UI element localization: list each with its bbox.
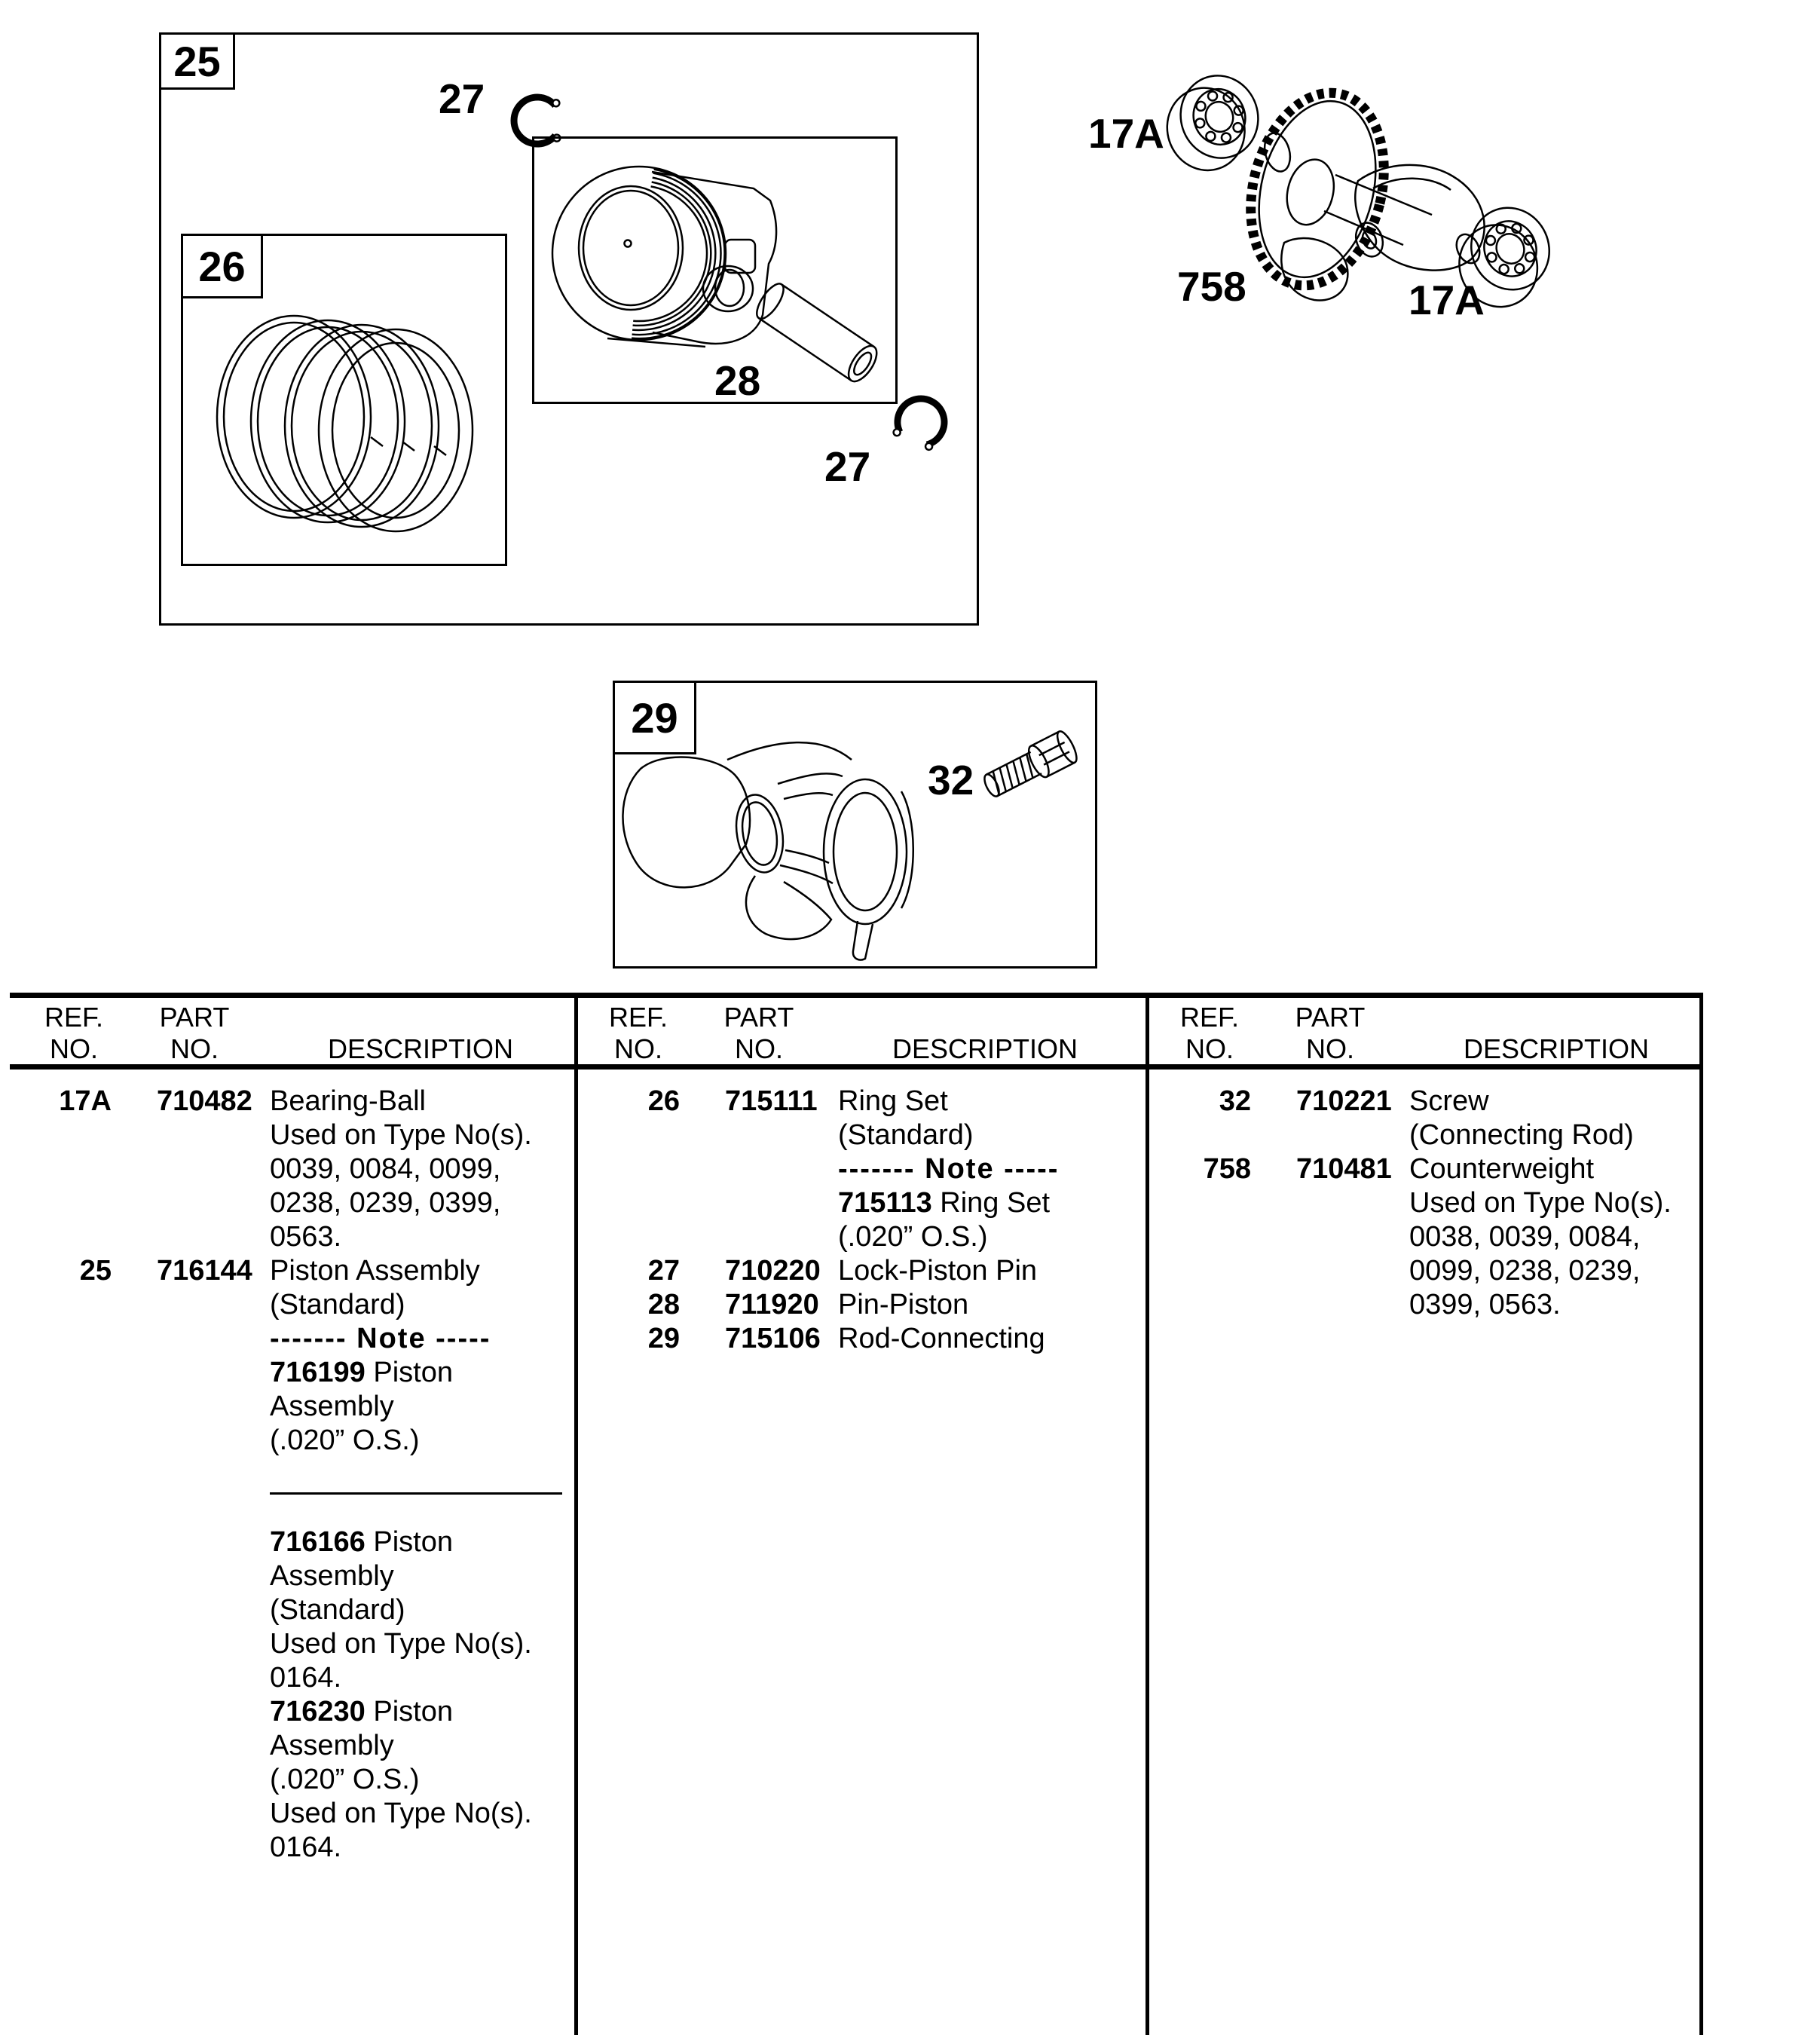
table-row	[10, 1085, 571, 1254]
ref-no-cell: 758	[1203, 1153, 1251, 1185]
table-row	[578, 1085, 1142, 1254]
description-line: Screw	[1409, 1085, 1489, 1117]
ref-header-line1: REF.	[44, 1002, 103, 1033]
ref-header-line2: NO.	[613, 1033, 662, 1064]
ref-no-cell: 27	[647, 1255, 680, 1287]
part-header-line1: PART	[1295, 1002, 1366, 1033]
description-line: 0563.	[270, 1221, 342, 1253]
alt-part-number: 716230	[270, 1696, 366, 1727]
description-line: Used on Type No(s).	[270, 1628, 532, 1660]
part-no-cell: 711920	[725, 1289, 819, 1320]
box-26-number: 26	[198, 242, 246, 290]
part-header-line2: NO.	[734, 1033, 783, 1064]
description-text: Piston	[365, 1357, 453, 1388]
description-line: Ring Set	[838, 1085, 948, 1117]
description-line: Assembly	[270, 1730, 394, 1761]
description-rule	[270, 1458, 571, 1525]
part-no-cell: 710220	[725, 1255, 821, 1287]
ref-no-header	[29, 998, 119, 1065]
part-no-header	[1270, 998, 1390, 1065]
alt-part-number: 715113	[838, 1187, 932, 1219]
description-line: (.020” O.S.)	[270, 1764, 420, 1795]
description-line: 0099, 0238, 0239,	[1409, 1255, 1641, 1287]
description-line: (Connecting Rod)	[1409, 1119, 1634, 1151]
description-header: DESCRIPTION	[892, 1033, 1078, 1064]
description-line: (Standard)	[838, 1119, 974, 1151]
description-line: Used on Type No(s).	[1409, 1187, 1672, 1219]
description-text: Piston	[365, 1526, 453, 1558]
ref-no-cell: 32	[1219, 1085, 1251, 1117]
ref-no-cell: 29	[647, 1323, 680, 1354]
description-line: 0164.	[270, 1662, 342, 1694]
description-line: (.020” O.S.)	[270, 1424, 420, 1456]
description-line: 0038, 0039, 0084,	[1409, 1221, 1641, 1253]
parts-table	[10, 993, 1703, 2035]
description-line: Used on Type No(s).	[270, 1119, 532, 1151]
part-no-cell: 710482	[157, 1085, 252, 1117]
table-row	[578, 1288, 1142, 1322]
description-cell	[838, 1254, 1142, 1288]
exploded-view-figure	[0, 0, 1820, 987]
description-line: 0039, 0084, 0099,	[270, 1153, 501, 1185]
ref-no-cell: 25	[79, 1255, 112, 1287]
description-line: Assembly	[270, 1560, 394, 1592]
table-row	[578, 1322, 1142, 1356]
table-column-2	[578, 1085, 1142, 1356]
table-row	[1149, 1152, 1699, 1322]
description-line: 0164.	[270, 1831, 342, 1863]
description-line: ------- Note -----	[838, 1153, 1060, 1185]
ref-no-cell: 26	[647, 1085, 680, 1117]
alt-part-number: 716199	[270, 1357, 366, 1388]
table-column-3	[1149, 1085, 1699, 1322]
callout-box-26	[181, 234, 507, 566]
part-header-line1: PART	[159, 1002, 230, 1033]
part-no-cell: 710221	[1296, 1085, 1392, 1117]
description-header: DESCRIPTION	[327, 1033, 514, 1064]
callout-box-29	[613, 681, 1097, 969]
ref-no-cell: 28	[647, 1289, 680, 1320]
ref-no-header	[1164, 998, 1255, 1065]
description-cell	[838, 1288, 1142, 1322]
description-line: Pin-Piston	[838, 1289, 969, 1320]
description-line: Rod-Connecting	[838, 1323, 1045, 1354]
part-no-header	[134, 998, 255, 1065]
ref-header-line2: NO.	[49, 1033, 98, 1064]
box-29-number: 29	[631, 693, 678, 742]
callout-27-top: 27	[439, 75, 485, 122]
part-no-cell: 716144	[157, 1255, 252, 1287]
table-header	[10, 998, 1699, 1070]
callout-28: 28	[714, 357, 761, 404]
ref-header-line2: NO.	[1185, 1033, 1234, 1064]
callout-17a-left: 17A	[1088, 110, 1164, 157]
description-line	[270, 1525, 571, 1559]
callout-17a-right: 17A	[1409, 277, 1485, 323]
alt-part-number: 716166	[270, 1526, 366, 1558]
description-line: (Standard)	[270, 1594, 405, 1626]
description-line	[270, 1356, 571, 1390]
description-cell	[838, 1085, 1142, 1254]
callout-32: 32	[928, 757, 974, 803]
description-line: ------- Note -----	[270, 1323, 491, 1354]
description-line: Counterweight	[1409, 1153, 1595, 1185]
part-no-cell: 710481	[1296, 1153, 1392, 1185]
description-cell	[270, 1085, 571, 1254]
description-line: Lock-Piston Pin	[838, 1255, 1038, 1287]
description-line: Bearing-Ball	[270, 1085, 426, 1117]
description-cell	[1409, 1085, 1699, 1152]
ref-no-header	[593, 998, 684, 1065]
table-column-1	[10, 1085, 571, 1865]
description-cell	[838, 1322, 1142, 1356]
description-line	[838, 1186, 1142, 1220]
part-no-header	[699, 998, 819, 1065]
description-text: Piston	[365, 1696, 453, 1727]
description-line: Used on Type No(s).	[270, 1798, 532, 1829]
callout-758: 758	[1177, 263, 1246, 310]
description-line: Piston Assembly	[270, 1255, 480, 1287]
description-line: 0238, 0239, 0399,	[270, 1187, 501, 1219]
part-header-line1: PART	[723, 1002, 794, 1033]
description-header: DESCRIPTION	[1463, 1033, 1650, 1064]
box-25-label	[159, 32, 235, 90]
part-header-line2: NO.	[170, 1033, 219, 1064]
table-row	[1149, 1085, 1699, 1152]
counterweight-gear-icon	[1231, 78, 1432, 300]
box-25-number: 25	[173, 37, 221, 85]
description-line: (Standard)	[270, 1289, 405, 1320]
part-header-line2: NO.	[1305, 1033, 1354, 1064]
part-no-cell: 715106	[725, 1323, 821, 1354]
ref-header-line1: REF.	[1179, 1002, 1239, 1033]
ref-no-cell: 17A	[59, 1085, 112, 1117]
description-line: Assembly	[270, 1391, 394, 1422]
description-cell	[1409, 1152, 1699, 1322]
ref-header-line1: REF.	[608, 1002, 668, 1033]
description-line	[270, 1695, 571, 1729]
description-text: Ring Set	[931, 1187, 1051, 1219]
callout-27-bottom: 27	[824, 443, 871, 490]
box-26-label	[181, 234, 263, 298]
description-line: (.020” O.S.)	[838, 1221, 988, 1253]
table-row	[10, 1254, 571, 1865]
part-no-cell: 715111	[725, 1085, 818, 1117]
table-row	[578, 1254, 1142, 1288]
description-line: 0399, 0563.	[1409, 1289, 1561, 1320]
description-cell	[270, 1254, 571, 1865]
box-29-label	[613, 681, 696, 754]
